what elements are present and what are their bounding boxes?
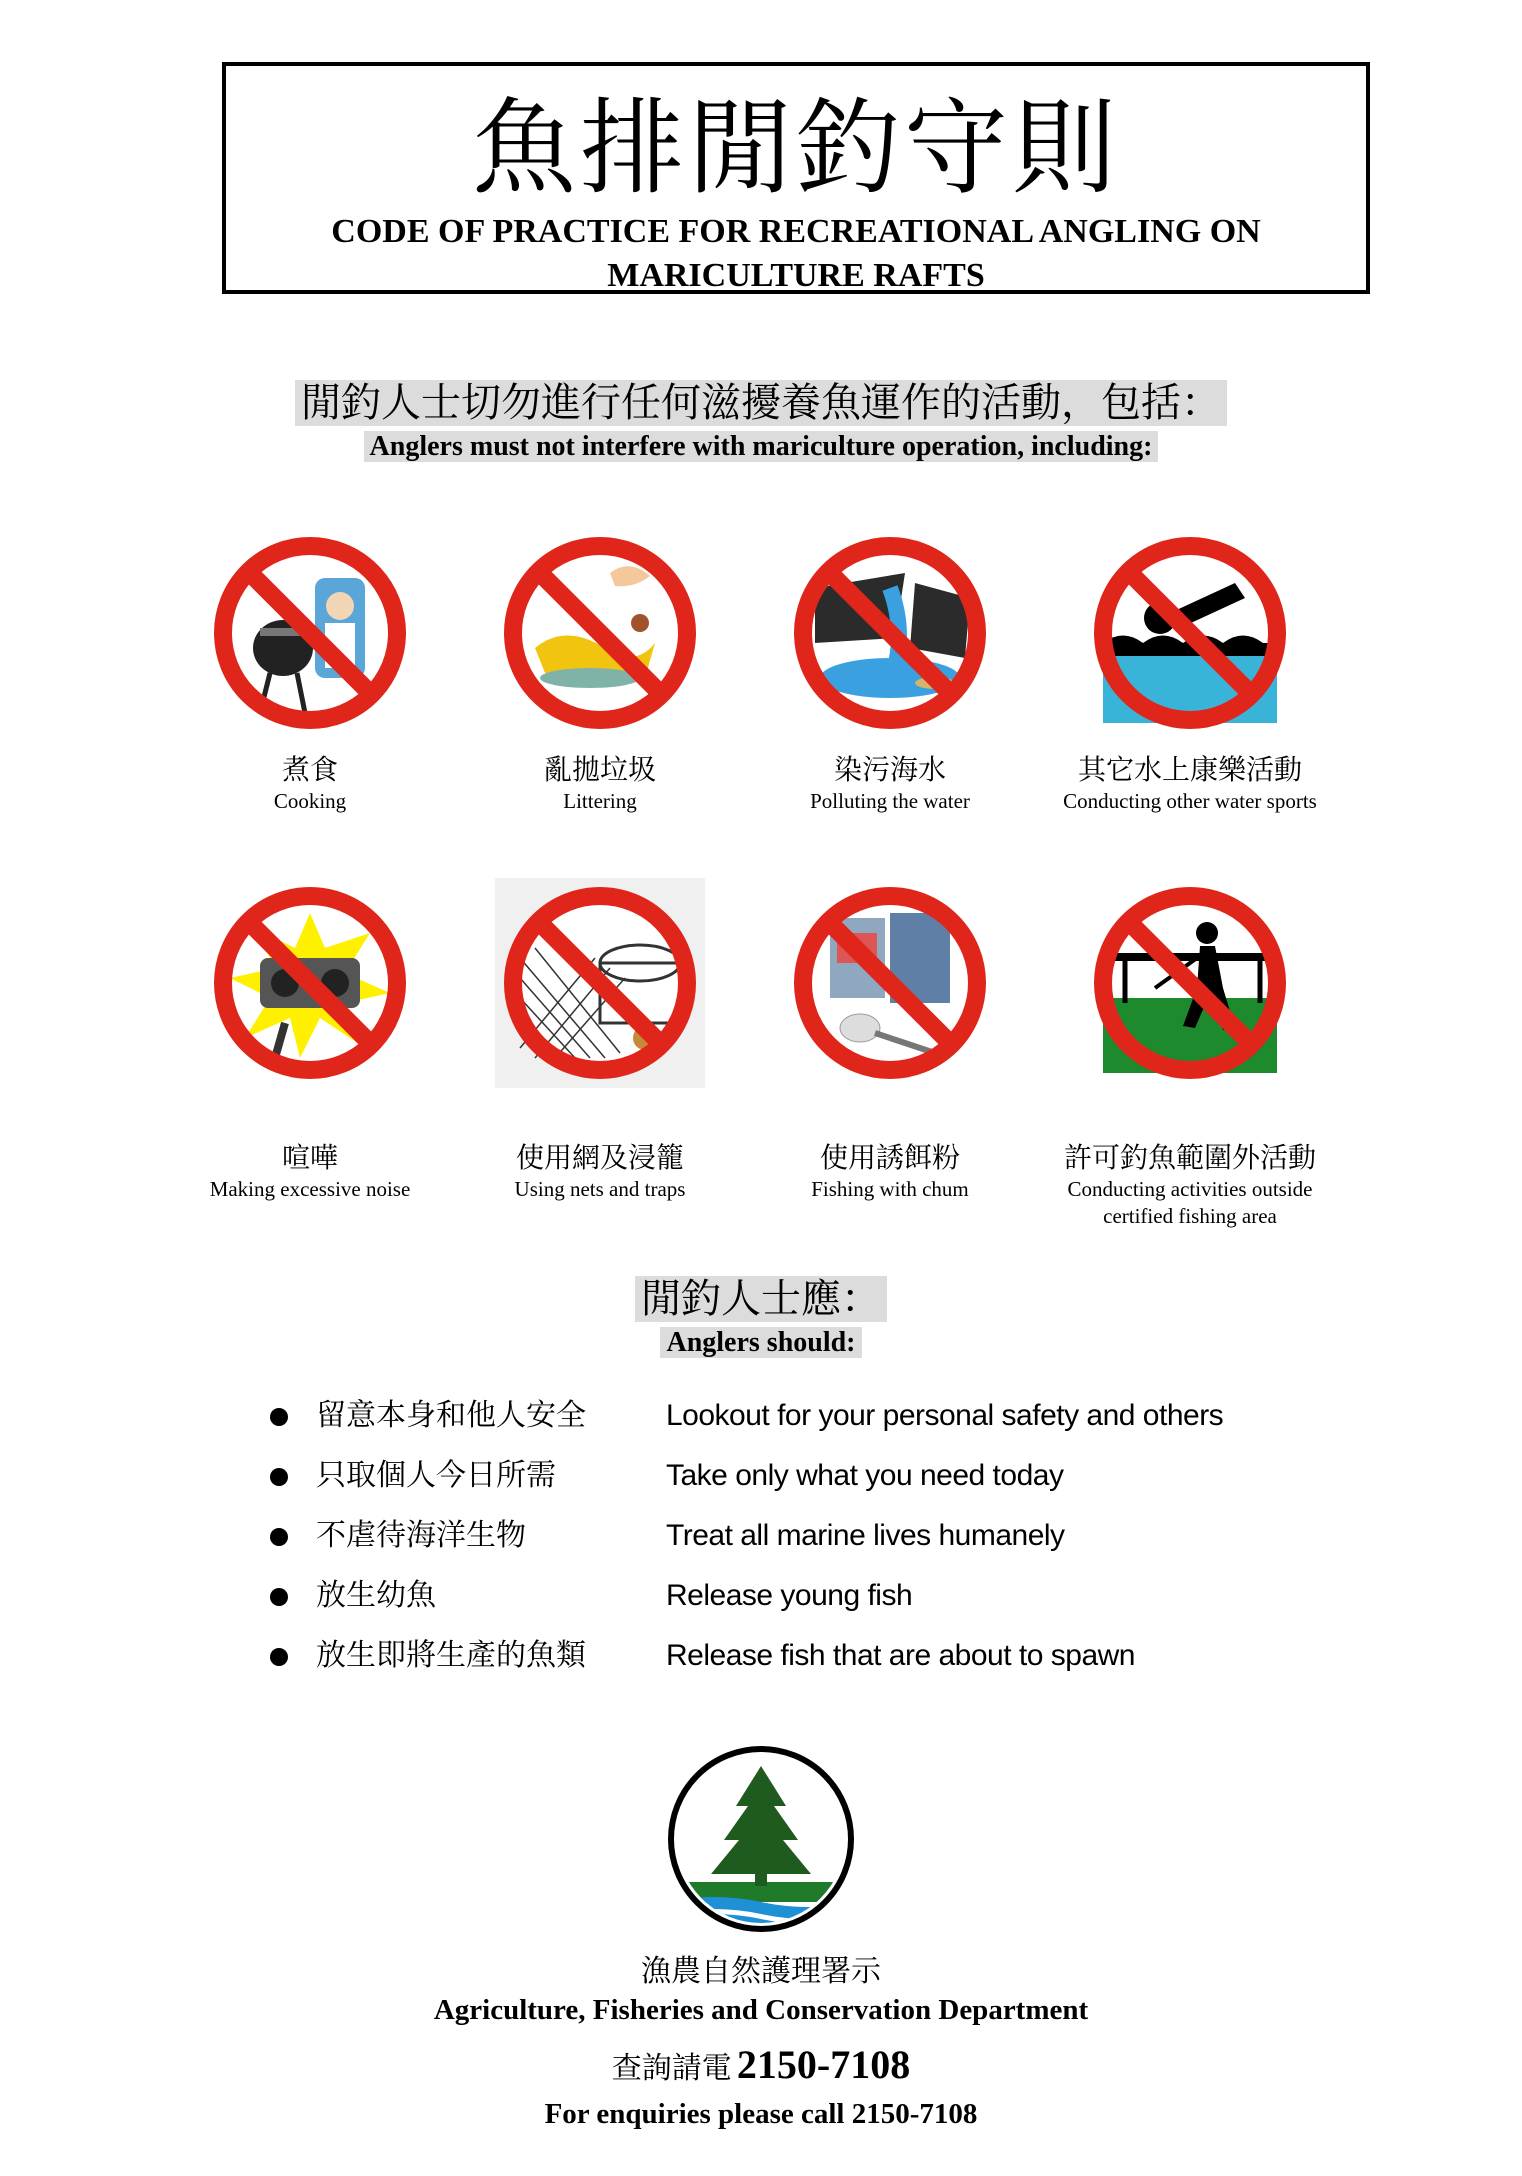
prohibited-heading: [0, 376, 1522, 464]
should-heading: [0, 1272, 1522, 1360]
sign-outside-area: [1040, 878, 1340, 1230]
sign-label-en: Polluting the water: [810, 789, 970, 813]
sign-polluting-water: [740, 528, 1040, 815]
chum-icon: [785, 878, 995, 1088]
afcd-logo-icon: [666, 1744, 856, 1934]
sign-label-zh: 其它水上康樂活動: [1077, 753, 1302, 786]
bullet-icon: [270, 1588, 288, 1606]
bullet-icon: [270, 1528, 288, 1546]
bullet-icon: [270, 1468, 288, 1486]
footer: [0, 1952, 1522, 2132]
rule-zh: 留意本身和他人安全: [316, 1398, 586, 1433]
sign-chum: [740, 878, 1040, 1203]
noise-icon: [205, 878, 415, 1088]
nets-traps-icon: [495, 878, 705, 1088]
sign-label-en: Conducting activities outside: [1067, 1177, 1313, 1201]
sign-water-sports: [1040, 528, 1340, 815]
list-item: [270, 1574, 1270, 1634]
sign-label-en: Conducting other water sports: [1063, 789, 1317, 813]
littering-icon: [495, 528, 705, 738]
sign-label-en: Cooking: [273, 789, 347, 813]
sign-label-zh: 使用誘餌粉: [819, 1141, 960, 1174]
sign-label-zh: 許可釣魚範圍外活動: [1063, 1141, 1316, 1174]
sign-label-en: Using nets and traps: [514, 1177, 686, 1201]
polluting-water-icon: [785, 528, 995, 738]
prohibited-heading-zh: 閒釣人士切勿進行任何滋擾養魚運作的活動，包括：: [295, 380, 1227, 426]
list-item: [270, 1514, 1270, 1574]
enquiry-en: For enquiries please call 2150-7108: [544, 2098, 978, 2130]
should-heading-en: Anglers should:: [660, 1327, 861, 1358]
rule-zh: 只取個人今日所需: [316, 1458, 556, 1493]
sign-label-zh: 染污海水: [833, 753, 946, 786]
outside-area-icon: [1085, 878, 1295, 1088]
rule-zh: 放生即將生產的魚類: [316, 1638, 586, 1673]
list-item: [270, 1454, 1270, 1514]
should-list: [270, 1394, 1270, 1694]
cooking-icon: [205, 528, 415, 738]
sign-nets-traps: [450, 878, 750, 1203]
enquiry-label-zh: 查詢請電: [611, 2051, 732, 2086]
sign-littering: [450, 528, 750, 815]
sign-label-zh: 亂拋垃圾: [543, 753, 656, 786]
list-item: [270, 1634, 1270, 1694]
should-heading-zh: 閒釣人士應：: [635, 1276, 887, 1322]
sign-label-zh: 使用網及浸籠: [515, 1141, 684, 1174]
dept-name-zh: 漁農自然護理署示: [641, 1954, 881, 1989]
rule-en: Release young fish: [666, 1579, 913, 1612]
title-box: [222, 62, 1370, 294]
bullet-icon: [270, 1408, 288, 1426]
sign-label-zh: 喧嘩: [281, 1141, 338, 1174]
title-english-line1: CODE OF PRACTICE FOR RECREATIONAL ANGLING ON: [331, 213, 1261, 250]
rule-en: Release fish that are about to spawn: [666, 1639, 1135, 1672]
dept-name-en: Agriculture, Fisheries and Conservation Department: [433, 1994, 1089, 2026]
sign-cooking: [160, 528, 460, 815]
title-english-line2: MARICULTURE RAFTS: [607, 257, 985, 294]
bullet-icon: [270, 1648, 288, 1666]
rule-en: Treat all marine lives humanely: [666, 1519, 1065, 1552]
sign-label-en-line2: certified fishing area: [1103, 1204, 1277, 1228]
sign-label-zh: 煮食: [281, 753, 338, 786]
rule-en: Lookout for your personal safety and others: [666, 1399, 1224, 1432]
rule-en: Take only what you need today: [666, 1459, 1064, 1492]
sign-label-en: Fishing with chum: [811, 1177, 969, 1201]
sign-label-en: Littering: [563, 789, 637, 813]
list-item: [270, 1394, 1270, 1454]
rule-zh: 放生幼魚: [316, 1578, 436, 1613]
phone-number: 2150-7108: [736, 2042, 911, 2087]
rule-zh: 不虐待海洋生物: [316, 1518, 526, 1553]
sign-noise: [160, 878, 460, 1203]
prohibited-heading-en: Anglers must not interfere with mariculture operation, including:: [364, 431, 1159, 462]
water-sports-icon: [1085, 528, 1295, 738]
title-chinese: 魚排閒釣守則: [471, 87, 1120, 209]
sign-label-en: Making excessive noise: [209, 1177, 411, 1201]
